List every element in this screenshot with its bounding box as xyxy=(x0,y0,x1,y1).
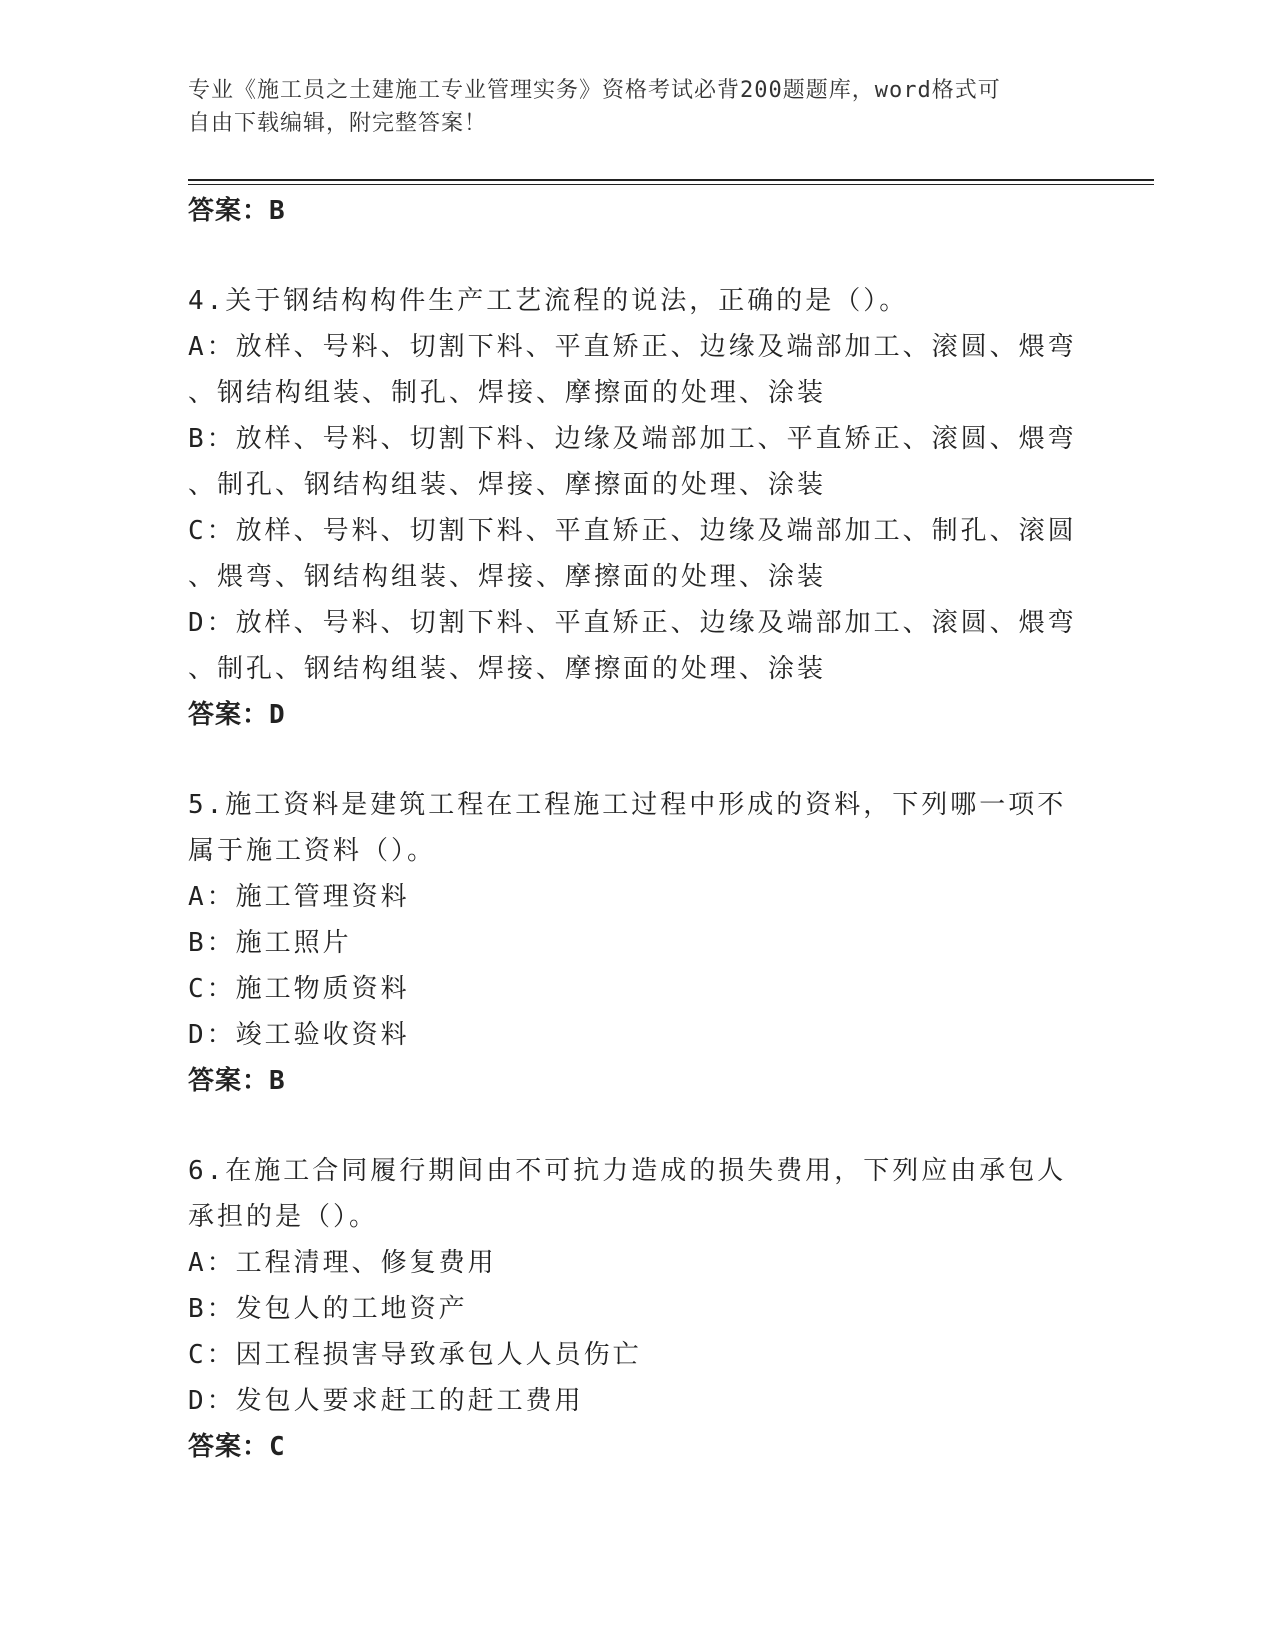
spacer xyxy=(188,234,1088,278)
option-b: B：施工照片 xyxy=(188,928,352,958)
header-rule-thick xyxy=(188,179,1154,181)
answer-q6: 答案：C xyxy=(188,1432,286,1462)
question-6 xyxy=(188,1148,1088,1470)
header-line-1: 专业《施工员之土建施工专业管理实务》资格考试必背200题题库，word格式可 xyxy=(188,78,1001,103)
option-b-cont: 、制孔、钢结构组装、焊接、摩擦面的处理、涂装 xyxy=(188,470,827,500)
option-a-cont: 、钢结构组装、制孔、焊接、摩擦面的处理、涂装 xyxy=(188,378,827,408)
option-b: B：发包人的工地资产 xyxy=(188,1294,468,1324)
question-stem: 5.施工资料是建筑工程在工程施工过程中形成的资料，下列哪一项不 xyxy=(188,790,1067,820)
question-stem-cont: 承担的是（）。 xyxy=(188,1202,379,1232)
option-a: A：放样、号料、切割下料、平直矫正、边缘及端部加工、滚圆、煨弯 xyxy=(188,332,1077,362)
option-a: A：施工管理资料 xyxy=(188,882,410,912)
option-d: D：发包人要求赶工的赶工费用 xyxy=(188,1386,584,1416)
option-a: A：工程清理、修复费用 xyxy=(188,1248,497,1278)
question-list xyxy=(188,188,1088,1470)
option-c: C：施工物质资料 xyxy=(188,974,410,1004)
spacer xyxy=(188,1104,1088,1148)
question-stem: 4.关于钢结构构件生产工艺流程的说法，正确的是（）。 xyxy=(188,286,909,316)
answer-q3: 答案：B xyxy=(188,196,286,226)
option-c-cont: 、煨弯、钢结构组装、焊接、摩擦面的处理、涂装 xyxy=(188,562,827,592)
option-d-cont: 、制孔、钢结构组装、焊接、摩擦面的处理、涂装 xyxy=(188,654,827,684)
document-header xyxy=(188,74,1088,140)
header-line-2: 自由下载编辑，附完整答案！ xyxy=(188,111,488,136)
spacer xyxy=(188,738,1088,782)
option-d: D：竣工验收资料 xyxy=(188,1020,410,1050)
question-stem-cont: 属于施工资料（）。 xyxy=(188,836,437,866)
question-stem: 6.在施工合同履行期间由不可抗力造成的损失费用，下列应由承包人 xyxy=(188,1156,1067,1186)
option-d: D：放样、号料、切割下料、平直矫正、边缘及端部加工、滚圆、煨弯 xyxy=(188,608,1077,638)
option-c: C：放样、号料、切割下料、平直矫正、边缘及端部加工、制孔、滚圆 xyxy=(188,516,1077,546)
question-5 xyxy=(188,782,1088,1104)
answer-q5: 答案：B xyxy=(188,1066,286,1096)
question-4 xyxy=(188,278,1088,738)
answer-q4: 答案：D xyxy=(188,700,286,730)
option-c: C：因工程损害导致承包人人员伤亡 xyxy=(188,1340,642,1370)
header-rule-thin xyxy=(188,184,1154,185)
option-b: B：放样、号料、切割下料、边缘及端部加工、平直矫正、滚圆、煨弯 xyxy=(188,424,1077,454)
